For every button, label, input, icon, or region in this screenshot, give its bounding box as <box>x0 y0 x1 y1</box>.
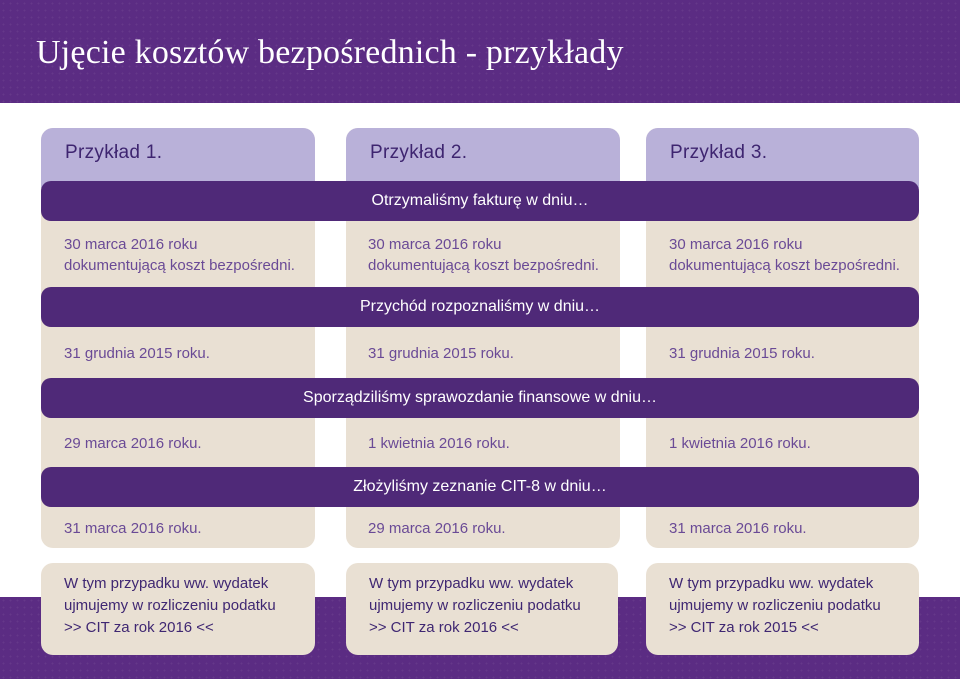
invoice-note-3: dokumentującą koszt bezpośredni. <box>669 257 900 274</box>
revenue-date-3: 31 grudnia 2015 roku. <box>669 345 815 362</box>
report-date-1: 29 marca 2016 roku. <box>64 435 202 452</box>
report-date-2: 1 kwietnia 2016 roku. <box>368 435 510 452</box>
revenue-date-2: 31 grudnia 2015 roku. <box>368 345 514 362</box>
bar-invoice: Otrzymaliśmy fakturę w dniu… <box>41 181 919 221</box>
conclusion-3-line-1: W tym przypadku ww. wydatek <box>669 575 874 592</box>
conclusion-1-line-3: >> CIT za rok 2016 << <box>64 619 214 636</box>
conclusion-box-2 <box>346 563 618 655</box>
conclusion-3-line-3: >> CIT za rok 2015 << <box>669 619 819 636</box>
example-heading-2: Przykład 2. <box>370 142 468 163</box>
conclusion-3-line-2: ujmujemy w rozliczeniu podatku <box>669 597 881 614</box>
bar-cit: Złożyliśmy zeznanie CIT-8 w dniu… <box>41 467 919 507</box>
invoice-note-1: dokumentującą koszt bezpośredni. <box>64 257 295 274</box>
cit-date-1: 31 marca 2016 roku. <box>64 520 202 537</box>
conclusion-box-3 <box>646 563 919 655</box>
example-header-2 <box>346 128 620 188</box>
bar-revenue: Przychód rozpoznaliśmy w dniu… <box>41 287 919 327</box>
cit-date-3: 31 marca 2016 roku. <box>669 520 807 537</box>
invoice-date-1: 30 marca 2016 roku <box>64 236 198 253</box>
revenue-date-1: 31 grudnia 2015 roku. <box>64 345 210 362</box>
conclusion-1-line-1: W tym przypadku ww. wydatek <box>64 575 269 592</box>
conclusion-2-line-1: W tym przypadku ww. wydatek <box>369 575 574 592</box>
example-header-3 <box>646 128 919 188</box>
invoice-note-2: dokumentującą koszt bezpośredni. <box>368 257 599 274</box>
invoice-date-2: 30 marca 2016 roku <box>368 236 502 253</box>
conclusion-2-line-2: ujmujemy w rozliczeniu podatku <box>369 597 581 614</box>
example-heading-3: Przykład 3. <box>670 142 768 163</box>
conclusion-2-line-3: >> CIT za rok 2016 << <box>369 619 519 636</box>
report-date-3: 1 kwietnia 2016 roku. <box>669 435 811 452</box>
example-heading-1: Przykład 1. <box>65 142 163 163</box>
page-title: Ujęcie kosztów bezpośrednich - przykłady <box>36 34 624 71</box>
cit-date-2: 29 marca 2016 roku. <box>368 520 506 537</box>
bar-report: Sporządziliśmy sprawozdanie finansowe w dniu… <box>41 378 919 418</box>
conclusion-1-line-2: ujmujemy w rozliczeniu podatku <box>64 597 276 614</box>
conclusion-box-1 <box>41 563 315 655</box>
invoice-date-3: 30 marca 2016 roku <box>669 236 803 253</box>
header-band <box>0 0 960 103</box>
example-header-1 <box>41 128 315 188</box>
